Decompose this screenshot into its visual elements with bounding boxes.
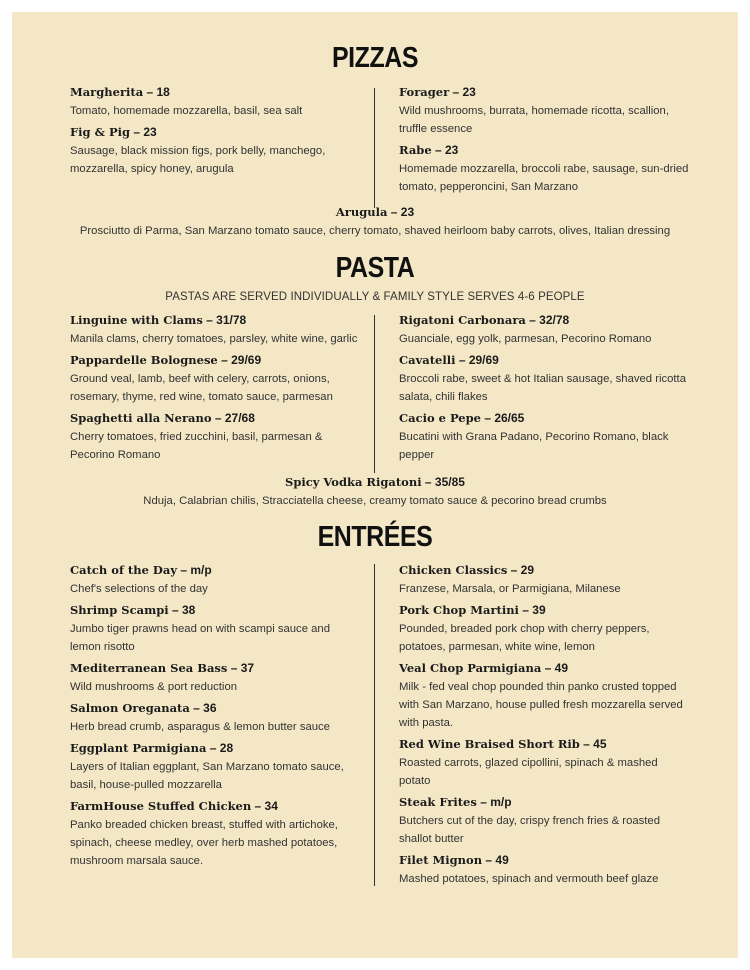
item-description: Sausage, black mission figs, pork belly, manchego, mozzarella, spicy honey, arugula: [70, 145, 326, 175]
item-description: Nduja, Calabrian chilis, Stracciatella cheese, creamy tomato sauce & pecorino bread crumbs: [143, 495, 607, 507]
item-name: Pappardelle Bolognese: [70, 353, 218, 367]
item-price: – 27/68: [211, 411, 255, 425]
menu-item: [399, 560, 689, 598]
item-name: Shrimp Scampi: [70, 603, 169, 617]
item-description: Franzese, Marsala, or Parmigiana, Milanese: [399, 583, 621, 595]
item-name-line: [70, 600, 360, 620]
item-name-line: [70, 796, 360, 816]
item-price: – 49: [482, 853, 509, 867]
item-name: Cacio e Pepe: [399, 411, 481, 425]
item-name: Veal Chop Parmigiana: [399, 661, 542, 675]
pizzas-title: PIZZAS: [331, 42, 419, 74]
item-name-line: [70, 658, 360, 678]
item-price: – 26/65: [480, 411, 525, 425]
item-name-line: [399, 560, 689, 580]
item-price: – 18: [143, 85, 170, 99]
menu-item: [399, 82, 689, 138]
menu-item: [399, 658, 689, 732]
item-description: Milk - fed veal chop pounded thin panko crusted topped with San Marzano, house pulled fresh mozzarella served with pasta.: [399, 681, 683, 729]
item-name: Eggplant Parmigiana: [70, 741, 207, 755]
pasta-left-column: [70, 310, 360, 466]
menu-item: [399, 408, 689, 464]
item-name: Chicken Classics: [399, 563, 508, 577]
item-description: Cherry tomatoes, fried zucchini, basil, parmesan & Pecorino Romano: [70, 431, 323, 461]
item-price: – 23: [387, 205, 415, 219]
item-name: Fig & Pig: [70, 125, 131, 139]
item-name-line: [399, 408, 689, 428]
entrees-title: ENTRÉES: [317, 521, 433, 553]
item-price: – m/p: [476, 795, 512, 809]
menu-item: [399, 350, 689, 406]
item-name-line: [12, 472, 738, 492]
item-description: Mashed potatoes, spinach and vermouth beef glaze: [399, 873, 659, 885]
menu-item: [70, 658, 360, 696]
pizzas-featured-item: [12, 202, 738, 242]
item-price: – 49: [541, 661, 568, 675]
item-description: Broccoli rabe, sweet & hot Italian sausage, shaved ricotta salata, chili flakes: [399, 373, 686, 403]
item-name: Cavatelli: [399, 353, 456, 367]
pizzas-right-column: [399, 82, 689, 198]
menu-item: [70, 560, 360, 598]
item-price: – 31/78: [202, 313, 247, 327]
item-price: – 34: [251, 799, 278, 813]
pizzas-divider: [374, 88, 375, 208]
menu-item: [70, 122, 360, 178]
item-name: Rigatoni Carbonara: [399, 313, 526, 327]
item-price: – 28: [206, 741, 234, 755]
item-name: Forager: [399, 85, 450, 99]
item-price: – 38: [168, 603, 196, 617]
menu-item: [70, 738, 360, 794]
item-name: FarmHouse Stuffed Chicken: [70, 799, 252, 813]
menu-item: [399, 734, 689, 790]
item-name-line: [399, 600, 689, 620]
menu-item: [70, 82, 360, 120]
item-description: Layers of Italian eggplant, San Marzano tomato sauce, basil, house-pulled mozzarella: [70, 761, 344, 791]
menu-item: [399, 850, 689, 888]
item-name: Margherita: [70, 85, 144, 99]
item-price: – 23: [449, 85, 476, 99]
item-name: Catch of the Day: [70, 563, 178, 577]
item-price: – 23: [431, 143, 459, 157]
pizzas-left-column: [70, 82, 360, 180]
item-price: – 39: [518, 603, 546, 617]
item-price: – 37: [227, 661, 255, 675]
item-description: Prosciutto di Parma, San Marzano tomato sauce, cherry tomato, shaved heirloom baby carrots, olives, Italian dressing: [79, 225, 671, 237]
item-name-line: [70, 738, 360, 758]
item-name: Spaghetti alla Nerano: [70, 411, 212, 425]
item-description: Wild mushrooms & port reduction: [70, 681, 238, 693]
item-price: – 29/69: [455, 353, 499, 367]
item-name-line: [70, 350, 360, 370]
item-price: – 36: [189, 701, 217, 715]
pasta-title: PASTA: [335, 252, 415, 284]
item-name-line: [70, 310, 360, 330]
item-description: Pounded, breaded pork chop with cherry peppers, potatoes, parmesan, white wine, lemon: [399, 623, 650, 653]
pasta-right-column: [399, 310, 689, 466]
menu-item: [70, 796, 360, 870]
item-name-line: [399, 734, 689, 754]
item-description: Manila clams, cherry tomatoes, parsley, white wine, garlic: [70, 333, 358, 345]
item-description: Wild mushrooms, burrata, homemade ricotta, scallion, truffle essence: [399, 105, 669, 135]
item-name-line: [70, 122, 360, 142]
entrees-right-column: [399, 560, 689, 890]
item-description: Butchers cut of the day, crispy french fries & roasted shallot butter: [399, 815, 660, 845]
item-name-line: [70, 560, 360, 580]
menu-item: [399, 310, 689, 348]
item-name: Red Wine Braised Short Rib: [399, 737, 580, 751]
item-name-line: [70, 82, 360, 102]
entrees-divider: [374, 564, 375, 886]
item-name-line: [399, 658, 689, 678]
item-name-line: [399, 850, 689, 870]
menu-item: [70, 350, 360, 406]
menu-item: [70, 310, 360, 348]
item-name-line: [399, 310, 689, 330]
pasta-featured-item: [12, 472, 738, 512]
item-name: Filet Mignon: [399, 853, 483, 867]
item-description: Herb bread crumb, asparagus & lemon butter sauce: [70, 721, 330, 733]
item-price: – 23: [130, 125, 157, 139]
menu-item: [70, 698, 360, 736]
item-price: – 29: [507, 563, 535, 577]
item-name-line: [399, 350, 689, 370]
item-description: Bucatini with Grana Padano, Pecorino Romano, black pepper: [399, 431, 669, 461]
pasta-divider: [374, 315, 375, 473]
item-name-line: [399, 792, 689, 812]
item-price: – 32/78: [525, 313, 570, 327]
item-description: Jumbo tiger prawns head on with scampi sauce and lemon risotto: [70, 623, 330, 653]
menu-item: [399, 140, 689, 196]
item-name: Spicy Vodka Rigatoni: [285, 475, 422, 489]
item-description: Homemade mozzarella, broccoli rabe, sausage, sun-dried tomato, pepperoncini, San Marzano: [399, 163, 689, 193]
item-price: – 29/69: [217, 353, 262, 367]
item-description: Guanciale, egg yolk, parmesan, Pecorino Romano: [399, 333, 652, 345]
item-price: – 35/85: [421, 475, 465, 489]
item-description: Panko breaded chicken breast, stuffed with artichoke, spinach, cheese medley, over herb mashed potatoes, mushroom marsala sauce.: [70, 819, 338, 867]
item-name-line: [70, 698, 360, 718]
item-name-line: [399, 140, 689, 160]
item-name: Rabe: [399, 143, 432, 157]
item-name: Pork Chop Martini: [399, 603, 519, 617]
item-name-line: [399, 82, 689, 102]
menu-item: [70, 408, 360, 464]
item-name: Arugula: [335, 205, 388, 219]
item-name: Mediterranean Sea Bass: [70, 661, 228, 675]
item-description: Chef's selections of the day: [70, 583, 208, 595]
item-name: Steak Frites: [399, 795, 477, 809]
item-price: – 45: [579, 737, 607, 751]
item-description: Ground veal, lamb, beef with celery, carrots, onions, rosemary, thyme, red wine, tomato sauce, parmesan: [70, 373, 333, 403]
menu-item: [399, 600, 689, 656]
item-name-line: [70, 408, 360, 428]
menu-item: [70, 600, 360, 656]
item-price: – m/p: [177, 563, 212, 577]
pasta-subtitle: PASTAS ARE SERVED INDIVIDUALLY & FAMILY STYLE SERVES 4-6 PEOPLE: [165, 291, 585, 303]
menu-page: [12, 12, 738, 958]
menu-item: [399, 792, 689, 848]
item-description: Tomato, homemade mozzarella, basil, sea salt: [70, 105, 303, 117]
item-name: Salmon Oreganata: [70, 701, 190, 715]
item-name-line: [12, 202, 738, 222]
item-description: Roasted carrots, glazed cipollini, spinach & mashed potato: [399, 757, 658, 787]
item-name: Linguine with Clams: [70, 313, 203, 327]
entrees-left-column: [70, 560, 360, 872]
